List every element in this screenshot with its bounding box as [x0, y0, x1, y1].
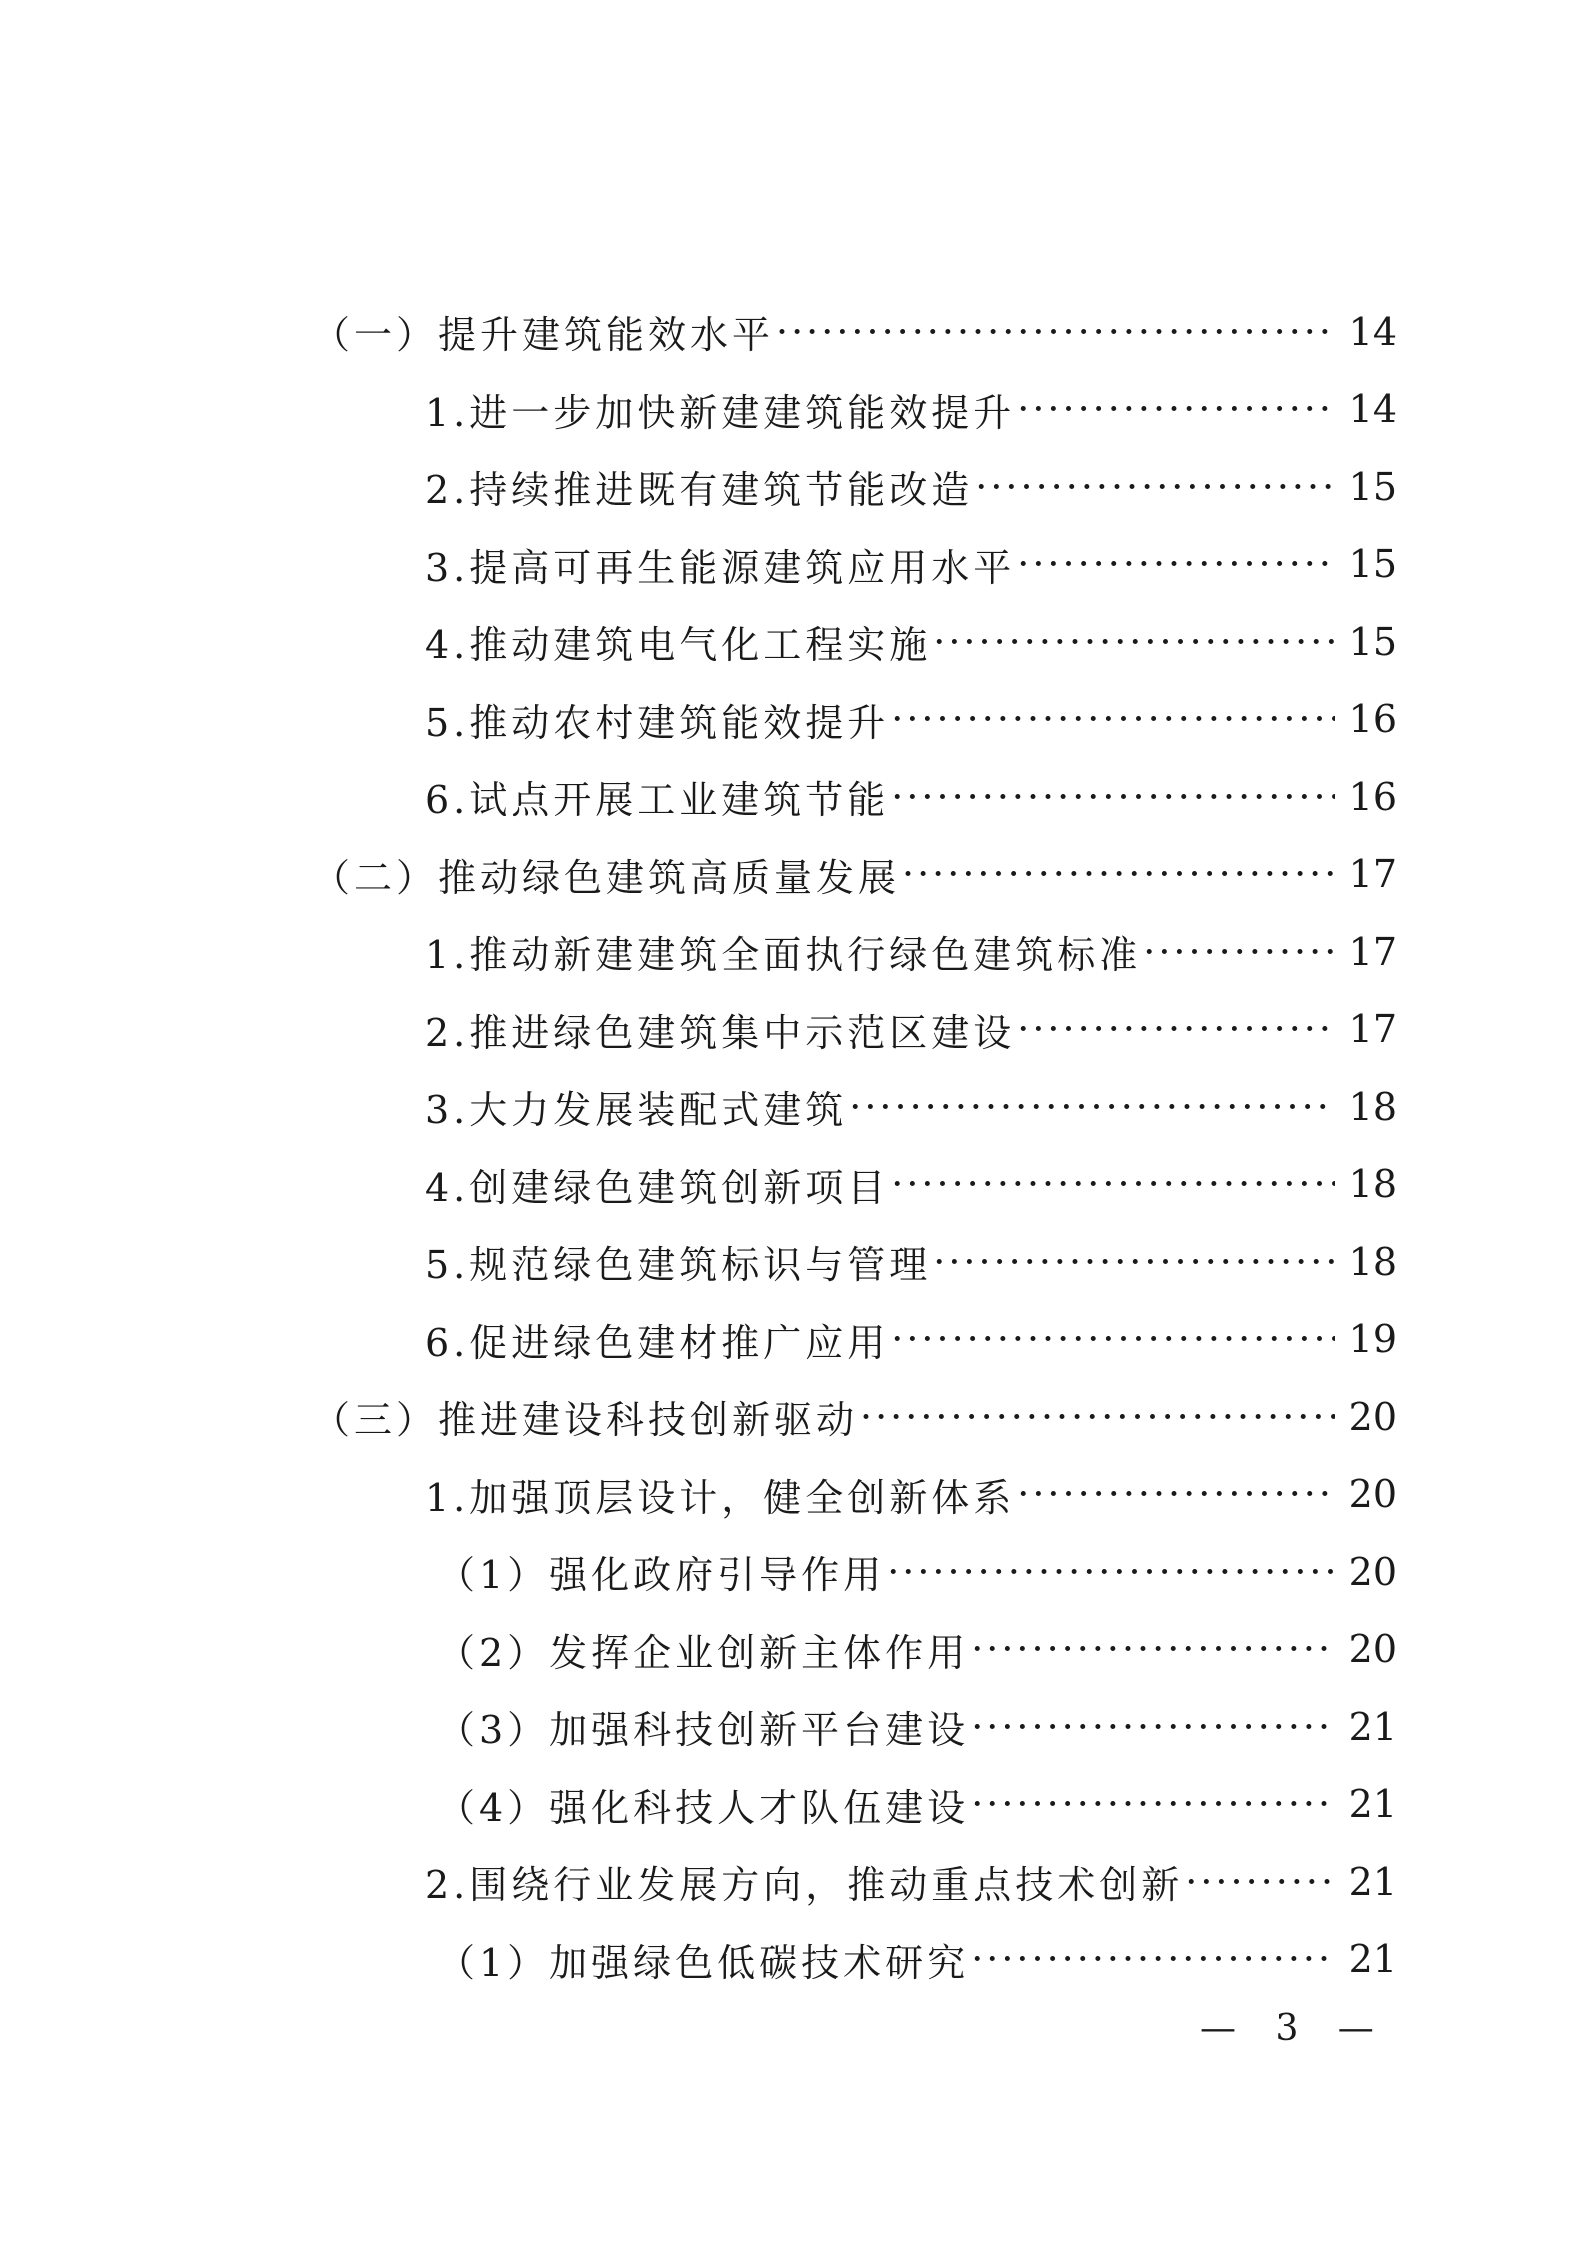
- dot-leader: [860, 1395, 1335, 1439]
- toc-entry-page-number: 20: [1348, 1472, 1397, 1517]
- toc-entry[interactable]: [0, 1843, 1587, 1921]
- toc-entry[interactable]: [0, 1146, 1587, 1224]
- toc-entry[interactable]: [0, 1921, 1587, 1999]
- toc-entry-label: 3.大力发展装配式建筑: [425, 1088, 848, 1133]
- toc-entry[interactable]: [0, 1688, 1587, 1766]
- toc-entry[interactable]: [0, 1378, 1587, 1456]
- toc-entry[interactable]: [0, 1068, 1587, 1146]
- toc-entry-page-number: 21: [1348, 1782, 1397, 1827]
- dot-leader: [1017, 387, 1335, 431]
- toc-entry-page-number: 15: [1348, 464, 1397, 509]
- toc-entry[interactable]: [0, 603, 1587, 681]
- toc-entry-page-number: 18: [1348, 1084, 1397, 1129]
- dot-leader: [933, 1240, 1335, 1284]
- dot-leader: [1017, 1472, 1335, 1516]
- toc-entry[interactable]: [0, 448, 1587, 526]
- toc-entry-label: 6.试点开展工业建筑节能: [425, 778, 890, 823]
- toc-entry-page-number: 17: [1348, 852, 1397, 897]
- toc-entry[interactable]: [0, 1301, 1587, 1379]
- toc-entry-page-number: 16: [1348, 774, 1397, 819]
- toc-entry-label: 4.创建绿色建筑创新项目: [425, 1165, 890, 1210]
- toc-entry-label: （1）加强绿色低碳技术研究: [437, 1940, 970, 1985]
- dot-leader: [849, 1085, 1335, 1129]
- toc-entry[interactable]: [0, 758, 1587, 836]
- toc-entry-label: 5.规范绿色建筑标识与管理: [425, 1243, 932, 1288]
- toc-entry-label: 1.进一步加快新建建筑能效提升: [425, 390, 1016, 435]
- toc-entry-page-number: 14: [1348, 309, 1397, 354]
- toc-entry[interactable]: [0, 1533, 1587, 1611]
- toc-entry[interactable]: [0, 371, 1587, 449]
- toc-entry-page-number: 18: [1348, 1239, 1397, 1284]
- dot-leader: [891, 697, 1335, 741]
- toc-entry-page-number: 20: [1348, 1627, 1397, 1672]
- dot-leader: [1143, 930, 1335, 974]
- dot-leader: [1185, 1860, 1335, 1904]
- toc-entry-page-number: 17: [1348, 1007, 1397, 1052]
- dot-leader: [971, 1782, 1335, 1826]
- toc-entry[interactable]: [0, 991, 1587, 1069]
- dot-leader: [971, 1627, 1335, 1671]
- page-number: — 3 —: [1200, 2008, 1388, 2049]
- toc-entry-label: 6.促进绿色建材推广应用: [425, 1320, 890, 1365]
- dot-leader: [891, 775, 1335, 819]
- toc-entry-page-number: 17: [1348, 929, 1397, 974]
- toc-entry[interactable]: [0, 526, 1587, 604]
- toc-entry-label: 5.推动农村建筑能效提升: [425, 700, 890, 745]
- toc-entry[interactable]: [0, 1456, 1587, 1534]
- toc-entry-page-number: 21: [1348, 1859, 1397, 1904]
- toc-entry-label: （4）强化科技人才队伍建设: [437, 1785, 970, 1830]
- toc-entry-label: 2.推进绿色建筑集中示范区建设: [425, 1010, 1016, 1055]
- toc-entry-page-number: 20: [1348, 1549, 1397, 1594]
- toc-entry-label: 1.推动新建建筑全面执行绿色建筑标准: [425, 933, 1142, 978]
- toc-entry-page-number: 18: [1348, 1162, 1397, 1207]
- dot-leader: [891, 1162, 1335, 1206]
- dot-leader: [887, 1550, 1335, 1594]
- toc-entry-label: 1.加强顶层设计，健全创新体系: [425, 1475, 1016, 1520]
- table-of-contents: [0, 293, 1587, 1998]
- dot-leader: [975, 465, 1335, 509]
- toc-entry-page-number: 15: [1348, 619, 1397, 664]
- toc-entry[interactable]: [0, 293, 1587, 371]
- dot-leader: [902, 852, 1335, 896]
- toc-entry-label: 2.围绕行业发展方向，推动重点技术创新: [425, 1863, 1184, 1908]
- toc-entry-label: 2.持续推进既有建筑节能改造: [425, 468, 974, 513]
- toc-entry-label: （一）提升建筑能效水平: [312, 313, 775, 358]
- dot-leader: [933, 620, 1335, 664]
- toc-entry[interactable]: [0, 913, 1587, 991]
- dot-leader: [971, 1705, 1335, 1749]
- toc-entry[interactable]: [0, 1611, 1587, 1689]
- toc-entry-page-number: 19: [1348, 1317, 1397, 1362]
- toc-entry-label: 3.提高可再生能源建筑应用水平: [425, 545, 1016, 590]
- dot-leader: [1017, 1007, 1335, 1051]
- toc-entry-page-number: 21: [1348, 1704, 1397, 1749]
- dot-leader: [891, 1317, 1335, 1361]
- dot-leader: [1017, 542, 1335, 586]
- toc-entry-label: 4.推动建筑电气化工程实施: [425, 623, 932, 668]
- toc-entry-page-number: 21: [1348, 1937, 1397, 1982]
- toc-entry[interactable]: [0, 836, 1587, 914]
- dot-leader: [971, 1937, 1335, 1981]
- toc-entry-page-number: 14: [1348, 387, 1397, 432]
- toc-entry[interactable]: [0, 1766, 1587, 1844]
- toc-entry-label: （2）发挥企业创新主体作用: [437, 1630, 970, 1675]
- toc-entry-page-number: 20: [1348, 1394, 1397, 1439]
- toc-entry-page-number: 16: [1348, 697, 1397, 742]
- toc-entry-label: （3）加强科技创新平台建设: [437, 1708, 970, 1753]
- dot-leader: [776, 310, 1335, 354]
- toc-entry[interactable]: [0, 1223, 1587, 1301]
- toc-entry-label: （1）强化政府引导作用: [437, 1553, 886, 1598]
- toc-entry-page-number: 15: [1348, 542, 1397, 587]
- toc-entry-label: （二）推动绿色建筑高质量发展: [312, 855, 901, 900]
- toc-entry-label: （三）推进建设科技创新驱动: [312, 1398, 859, 1443]
- toc-entry[interactable]: [0, 681, 1587, 759]
